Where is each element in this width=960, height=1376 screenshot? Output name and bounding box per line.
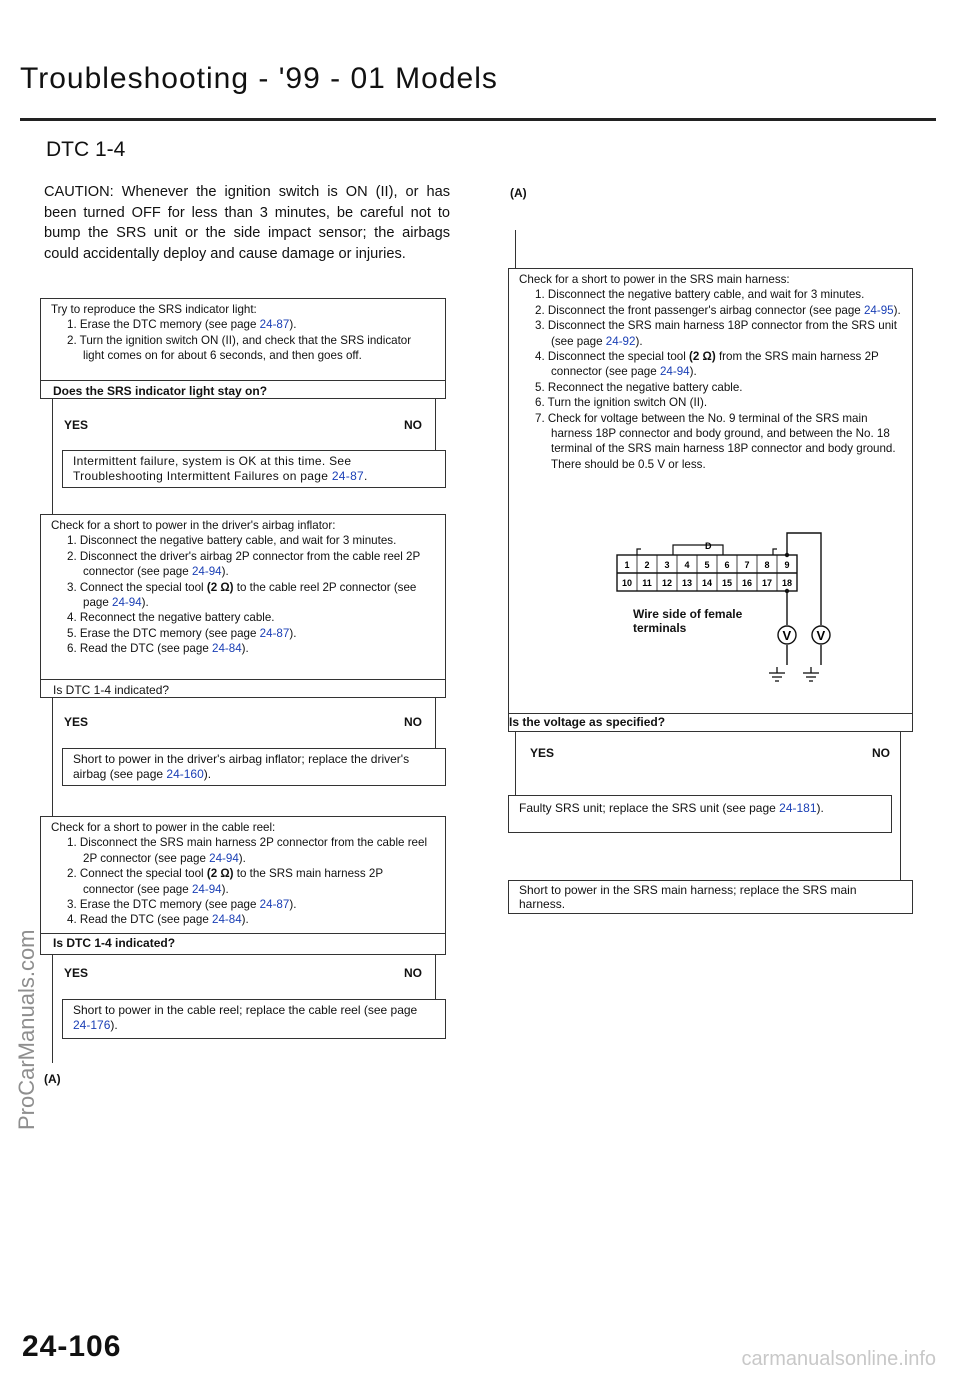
question-text: Is the voltage as specified? — [509, 715, 666, 729]
step-item: 1. Disconnect the SRS main harness 2P connector from the cable reel 2P connector (see page 24-94). — [67, 836, 428, 865]
yes-label: YES — [64, 715, 89, 729]
flow-line — [52, 955, 53, 1063]
connector-diagram — [613, 525, 933, 665]
inflator-result-box: Short to power in the driver's airbag inflator; replace the driver's airbag (see page 24-160). — [62, 748, 446, 786]
page-title: Troubleshooting - '99 - 01 Models — [20, 62, 498, 95]
reproduce-step-box — [40, 298, 446, 399]
tool-spec: (2 Ω) — [206, 580, 234, 594]
cable-reel-check-box — [40, 816, 446, 955]
pin-label: 16 — [741, 578, 753, 588]
pin-label: 4 — [684, 560, 690, 570]
pin-label: 12 — [661, 578, 673, 588]
step-item: 2. Turn the ignition switch ON (II), and check that the SRS indicator light comes on for about 6 seconds, and then goes off. — [67, 333, 412, 363]
pin-label: 5 — [704, 560, 710, 570]
question-divider — [509, 713, 912, 714]
harness-result-box: Short to power in the SRS main harness; replace the SRS main harness. — [508, 880, 913, 914]
yes-label: YES — [530, 746, 555, 760]
inflator-check-box — [40, 514, 446, 698]
flow-line — [435, 398, 436, 450]
no-label: NO — [404, 418, 422, 432]
watermark: ProCarManuals.com — [14, 929, 39, 1130]
probe-wires — [787, 533, 821, 665]
voltmeter-symbol: V — [782, 628, 792, 643]
step-item: 5. Reconnect the negative battery cable. — [535, 380, 743, 394]
pin-label: 10 — [621, 578, 633, 588]
step-item: 7. Check for voltage between the No. 9 terminal of the SRS main harness 18P connector and body ground, and between the No. 18 terminal of the SRS main harness 18P connector and body ground. There should be 0.5 V or less. — [535, 411, 896, 471]
voltmeter-2 — [812, 626, 830, 644]
page-link[interactable]: 24-94 — [191, 565, 222, 579]
step-item: 1. Erase the DTC memory (see page 24-87). — [67, 318, 297, 332]
flow-line — [515, 732, 516, 796]
step-item: 1. Disconnect the negative battery cable, and wait for 3 minutes. — [535, 288, 865, 302]
step-item: 3. Connect the special tool (2 Ω) to the cable reel 2P connector (see page 24-94). — [67, 580, 417, 610]
pin-18-probe — [785, 589, 789, 593]
step-item: 6. Read the DTC (see page 24-84). — [67, 642, 249, 656]
question-divider — [41, 380, 445, 381]
pin-label: 14 — [701, 578, 713, 588]
step-item: 2. Connect the special tool (2 Ω) to the SRS main harness 2P connector (see page 24-94). — [67, 867, 383, 896]
step-item: 2. Disconnect the driver's airbag 2P connector from the cable reel 2P connector (see page 24-94). — [67, 549, 421, 579]
yes-label: YES — [64, 418, 89, 432]
page-link[interactable]: 24-87 — [259, 898, 290, 912]
flow-line — [52, 698, 53, 818]
main-harness-check-box — [508, 268, 913, 732]
step-intro: Check for a short to power in the driver's airbag inflator: — [51, 519, 336, 532]
page-link[interactable]: 24-94 — [659, 365, 690, 379]
pin-label: 3 — [664, 560, 670, 570]
step-item: 1. Disconnect the negative battery cable, and wait for 3 minutes. — [67, 534, 397, 548]
tool-spec: (2 Ω) — [206, 867, 234, 881]
voltmeter-symbol: V — [816, 628, 826, 643]
pin-label: 2 — [644, 560, 650, 570]
step-item: 4. Reconnect the negative battery cable. — [67, 611, 275, 625]
step-intro: Check for a short to power in the cable reel: — [51, 821, 276, 834]
pin-label: 18 — [781, 578, 793, 588]
faulty-unit-result-box: Faulty SRS unit; replace the SRS unit (see page 24-181). — [508, 795, 892, 833]
no-label: NO — [872, 746, 890, 760]
step-item: 3. Disconnect the SRS main harness 18P connector from the SRS unit (see page 24-92). — [535, 319, 897, 348]
question-divider — [41, 933, 445, 934]
question-text: Is DTC 1-4 indicated? — [53, 936, 176, 950]
pin-label: 7 — [744, 560, 750, 570]
yes-label: YES — [64, 966, 89, 980]
cable-reel-result-box: Short to power in the cable reel; replace the cable reel (see page 24-176). — [62, 999, 446, 1039]
step-item: 4. Read the DTC (see page 24-84). — [67, 913, 249, 927]
continuation-marker: (A) — [510, 186, 527, 200]
page-link[interactable]: 24-94 — [209, 851, 239, 865]
pin-label: 8 — [764, 560, 770, 570]
no-label: NO — [404, 715, 422, 729]
pin-label: 11 — [642, 578, 652, 588]
step-intro: Try to reproduce the SRS indicator light: — [51, 303, 257, 316]
flow-line — [900, 732, 901, 882]
page-link[interactable]: 24-181 — [779, 801, 817, 815]
pin-label: 1 — [624, 560, 630, 570]
step-item: 2. Disconnect the front passenger's airbag connector (see page 24-95). — [535, 303, 901, 317]
voltmeter-1 — [778, 626, 796, 644]
pin-label: 15 — [721, 578, 733, 588]
page-link[interactable]: 24-95 — [863, 303, 894, 317]
step-item: 6. Turn the ignition switch ON (II). — [535, 396, 708, 410]
page-number: 24-106 — [22, 1330, 122, 1363]
question-divider — [41, 679, 445, 680]
page-link[interactable]: 24-84 — [212, 913, 242, 927]
title-rule — [20, 118, 936, 121]
continuation-marker: (A) — [44, 1072, 61, 1086]
step-item: 3. Erase the DTC memory (see page 24-87). — [67, 898, 297, 912]
connector-key-label: D — [705, 541, 712, 551]
ground-symbols — [765, 667, 885, 707]
step-item: 5. Erase the DTC memory (see page 24-87). — [67, 626, 297, 640]
pin-label: 17 — [761, 578, 773, 588]
dtc-subtitle: DTC 1-4 — [46, 138, 126, 161]
flow-line — [435, 698, 436, 748]
question-text: Does the SRS indicator light stay on? — [53, 384, 268, 398]
no-label: NO — [404, 966, 422, 980]
pin-label: 13 — [681, 578, 693, 588]
page-link[interactable]: 24-87 — [259, 626, 290, 640]
connector-caption: Wire side of female terminals — [633, 607, 743, 635]
flow-line — [435, 955, 436, 999]
page-link[interactable]: 24-84 — [212, 642, 242, 656]
tool-spec: (2 Ω) — [689, 350, 716, 364]
site-footer: carmanualsonline.info — [741, 1348, 936, 1370]
question-text: Is DTC 1-4 indicated? — [53, 683, 170, 697]
page-link[interactable]: 24-87 — [331, 469, 365, 484]
pin-label: 6 — [724, 560, 730, 570]
flow-line — [52, 398, 53, 516]
intermittent-result-box: Intermittent failure, system is OK at this time. See Troubleshooting Intermittent Failures on page 24-87. — [62, 450, 446, 488]
step-item: 4. Disconnect the special tool (2 Ω) from the SRS main harness 2P connector (see page 24-94). — [535, 350, 879, 379]
page-link[interactable]: 24-94 — [112, 596, 142, 610]
page-link[interactable]: 24-87 — [259, 318, 290, 332]
page-link[interactable]: 24-92 — [605, 334, 636, 348]
page-link[interactable]: 24-160 — [166, 767, 204, 782]
page-link[interactable]: 24-94 — [191, 882, 222, 896]
pin-9-probe — [785, 553, 789, 557]
caution-text: CAUTION: Whenever the ignition switch is ON (II), or has been turned OFF for less than 3 minutes, be careful not to bump the SRS unit or the side impact sensor; the airbags could accidentally deploy and cause damage or injuries. — [44, 184, 450, 262]
step-intro: Check for a short to power in the SRS main harness: — [519, 273, 790, 286]
page-link[interactable]: 24-176 — [73, 1018, 111, 1033]
flow-line — [515, 230, 516, 270]
pin-label: 9 — [784, 560, 790, 570]
